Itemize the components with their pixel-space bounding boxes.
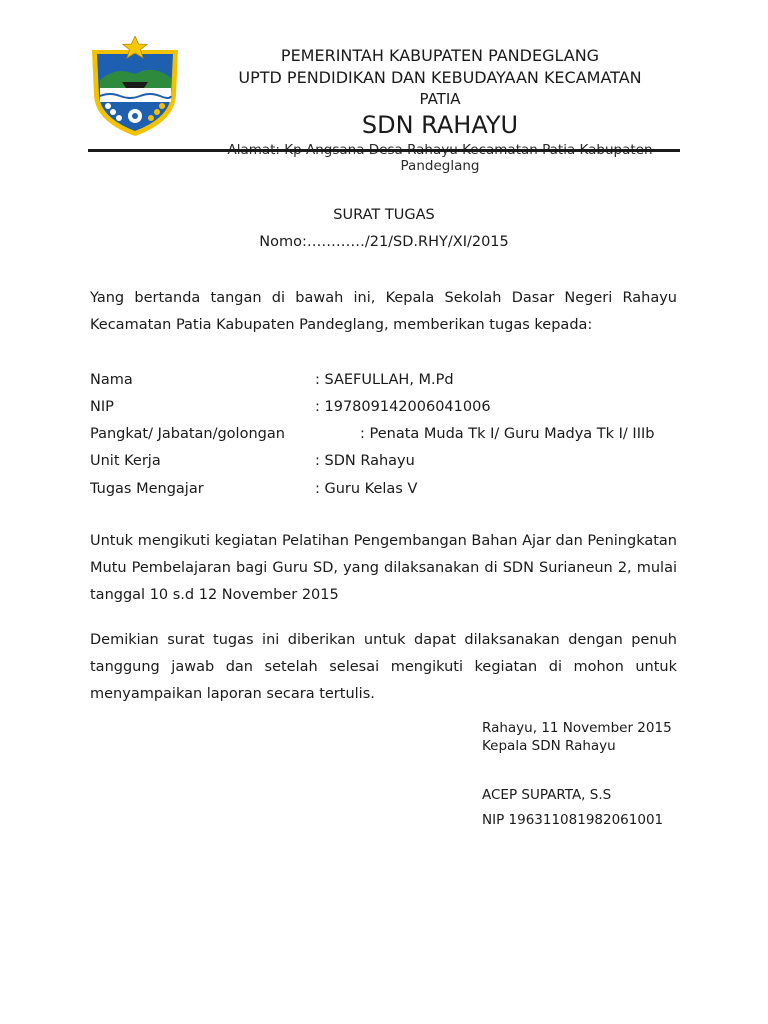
field-label-nip: NIP [90, 399, 114, 415]
field-value-nama: : SAEFULLAH, M.Pd [315, 372, 454, 388]
field-value-tugas-mengajar: : Guru Kelas V [315, 481, 418, 497]
signature-place-date: Rahayu, 11 November 2015 [482, 720, 672, 736]
field-label-unit-kerja: Unit Kerja [90, 453, 161, 469]
signatory-name: ACEP SUPARTA, S.S [482, 787, 612, 803]
field-label-nama: Nama [90, 372, 133, 388]
school-address [190, 142, 690, 174]
closing-paragraph: Demikian surat tugas ini diberikan untuk dapat dilaksanakan dengan penuh tanggung jawab dan setelah selesai mengikuti kegiatan di mohon untuk menyampaikan laporan secara tertulis. [90, 632, 677, 702]
address-line-1: Alamat: Kp Angsana Desa Rahayu Kecamatan Patia Kabupaten [227, 142, 653, 158]
department-heading: UPTD PENDIDIKAN DAN KEBUDAYAAN KECAMATAN [238, 68, 642, 87]
signatory-nip: NIP 196311081982061001 [482, 812, 664, 828]
school-name: SDN RAHAYU [361, 111, 519, 139]
government-heading: PEMERINTAH KABUPATEN PANDEGLANG [280, 46, 600, 65]
field-value-unit-kerja: : SDN Rahayu [315, 453, 415, 469]
letter-number: Nomo:…………/21/SD.RHY/XI/2015 [259, 234, 509, 250]
field-label-tugas-mengajar: Tugas Mengajar [90, 481, 204, 497]
field-value-pangkat: : Penata Muda Tk I/ Guru Madya Tk I/ IIIb [360, 426, 655, 442]
field-label-pangkat: Pangkat/ Jabatan/golongan [90, 426, 285, 442]
header-divider [88, 149, 680, 152]
letter-title: SURAT TUGAS [333, 207, 435, 223]
intro-paragraph: Yang bertanda tangan di bawah ini, Kepala Sekolah Dasar Negeri Rahayu Kecamatan Patia Kabupaten Pandeglang, memberikan tugas kepada: [90, 290, 677, 333]
field-value-nip: : 197809142006041006 [315, 399, 491, 415]
signature-position: Kepala SDN Rahayu [482, 738, 616, 754]
district-heading: PATIA [419, 90, 461, 108]
regency-emblem-logo [86, 36, 184, 140]
address-line-2: Pandeglang [400, 158, 480, 174]
purpose-paragraph: Untuk mengikuti kegiatan Pelatihan Pengembangan Bahan Ajar dan Peningkatan Mutu Pembelajaran bagi Guru SD, yang dilaksanakan di SDN Surianeun 2, mulai tanggal 10 s.d 12 November 2015 [90, 533, 677, 603]
